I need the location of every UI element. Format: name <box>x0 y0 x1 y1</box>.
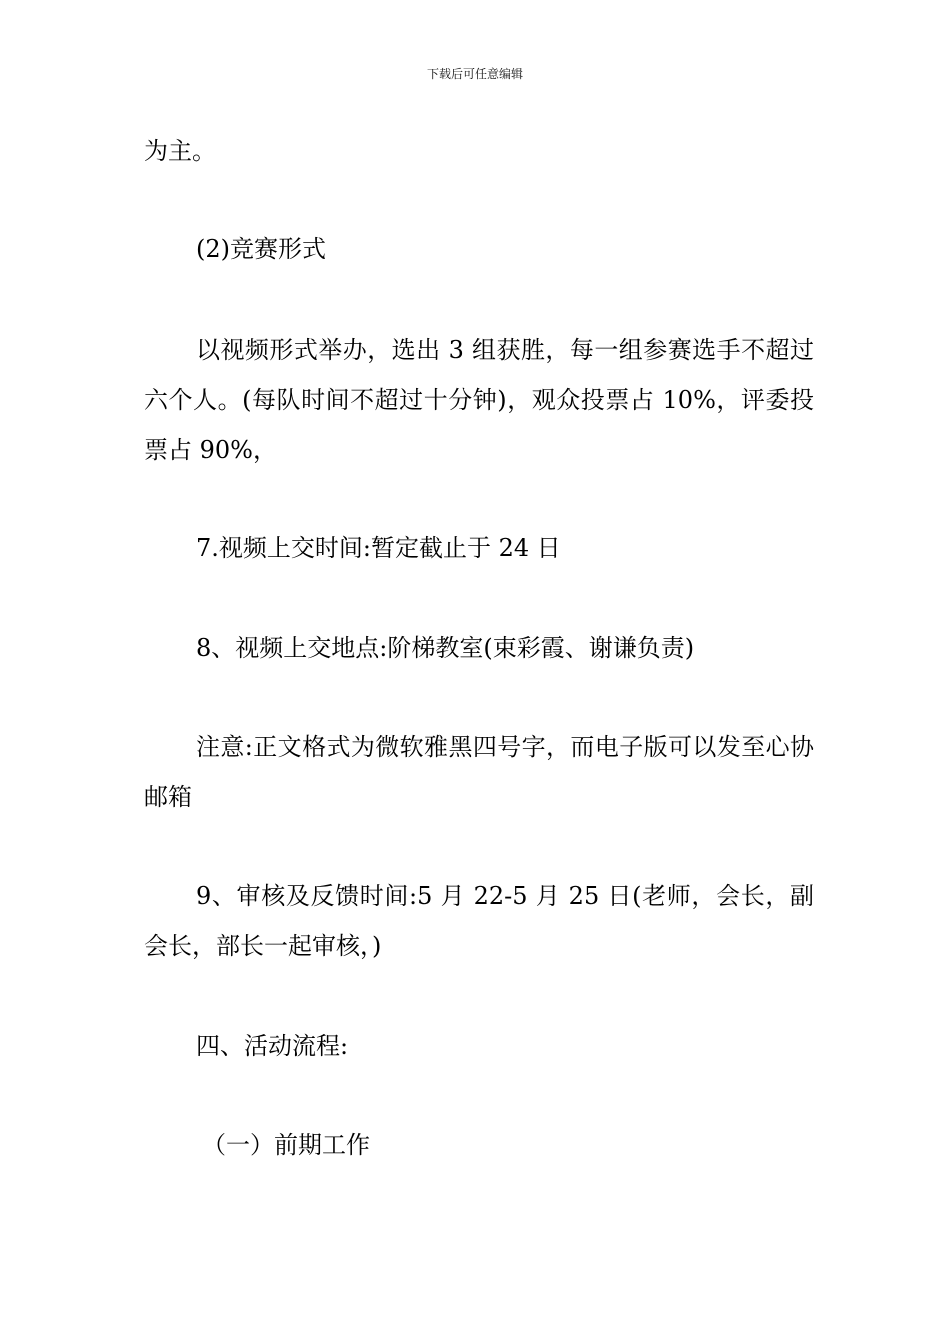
page-header: 下载后可任意编辑 <box>426 67 523 81</box>
paragraph-video-deadline: 7.视频上交时间:暂定截止于 24 日 <box>196 534 561 562</box>
paragraph-review-time: 9、审核及反馈时间:5 月 22-5 月 25 日(老师，会长，副会长，部长一起审核，) <box>144 882 814 960</box>
subsection-heading-preliminary-work: （一）前期工作 <box>202 1131 370 1159</box>
paragraph-video-location: 8、视频上交地点:阶梯教室(束彩霞、谢谦负责) <box>196 634 695 662</box>
paragraph-format-note: 注意:正文格式为微软雅黑四号字，而电子版可以发至心协邮箱 <box>144 733 814 811</box>
paragraph-competition-form-heading: (2)竞赛形式 <box>196 235 326 263</box>
paragraph-competition-rules: 以视频形式举办，选出 3 组获胜，每一组参赛选手不超过六个人。(每队时间不超过十分钟)，观众投票占 10%，评委投票占 90%， <box>144 336 814 464</box>
paragraph-continuation: 为主。 <box>144 137 216 165</box>
section-heading-activity-flow: 四、活动流程: <box>196 1032 349 1060</box>
